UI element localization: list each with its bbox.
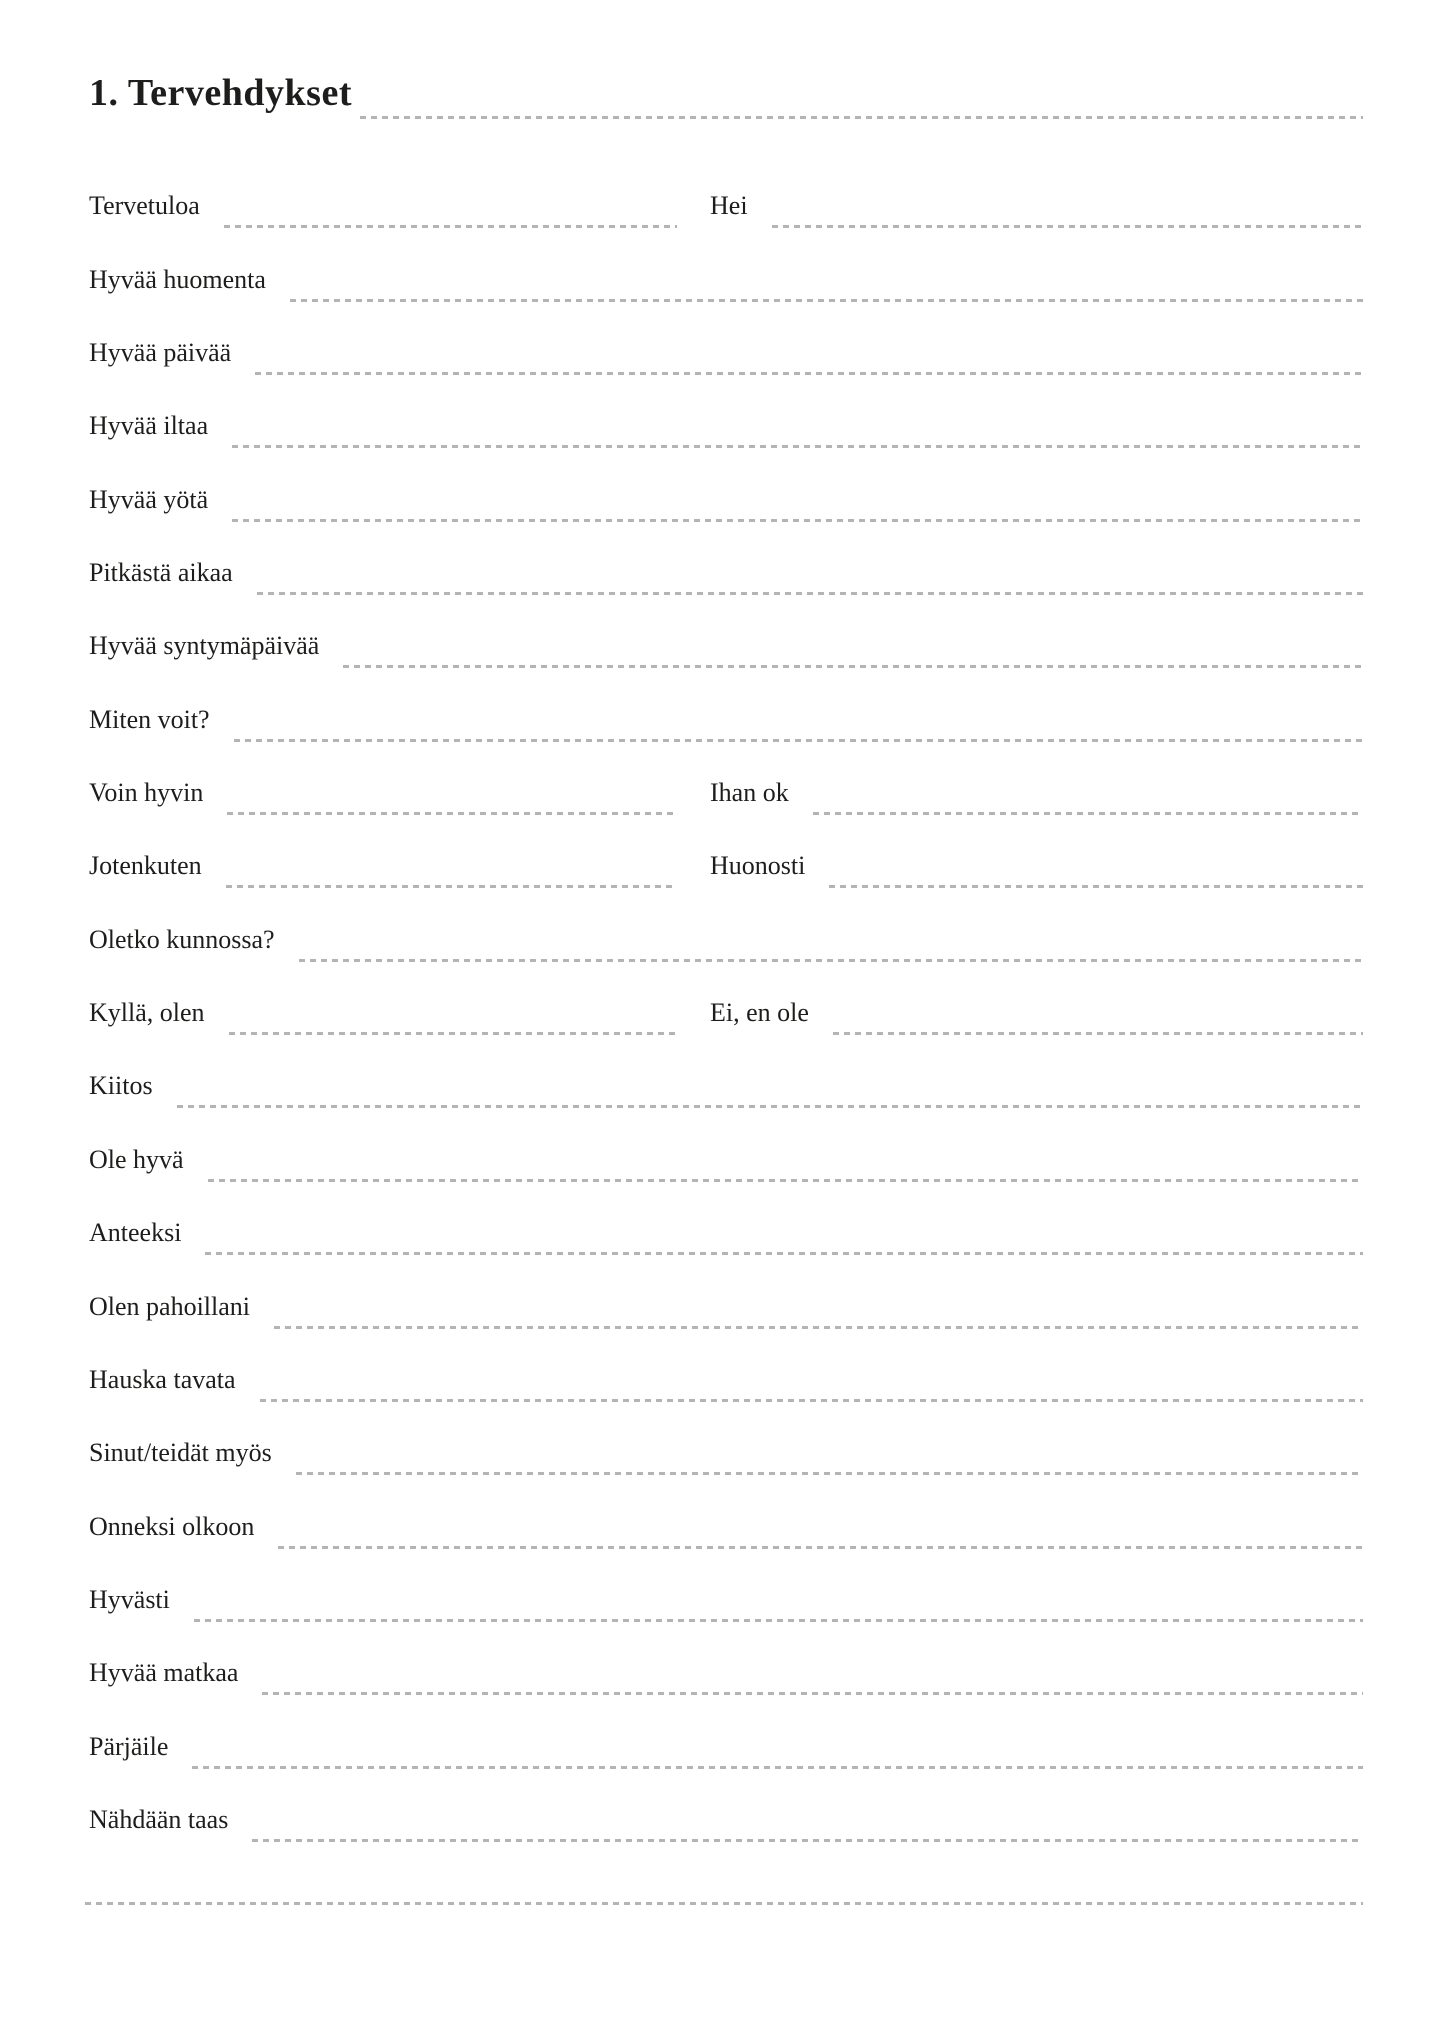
phrase-label: Hyvästi <box>89 1584 170 1614</box>
phrase-label: Hyvää iltaa <box>89 411 209 441</box>
phrase-row <box>89 733 1363 806</box>
phrase-cell <box>710 780 1363 806</box>
phrase-label: Ei, en ole <box>710 998 809 1028</box>
phrase-label: Hyvää syntymäpäivää <box>89 631 320 661</box>
phrase-label: Olen pahoillani <box>89 1291 251 1321</box>
phrase-label: Hyvää huomenta <box>89 264 266 294</box>
answer-dashed-line <box>192 1766 1363 1769</box>
phrase-cell <box>710 1000 1363 1026</box>
phrase-cell <box>89 633 1363 659</box>
phrase-row <box>89 1540 1363 1613</box>
phrase-row <box>89 879 1363 952</box>
answer-dashed-line <box>226 885 677 888</box>
phrase-row <box>89 806 1363 879</box>
answer-dashed-line <box>205 1252 1363 1255</box>
phrase-cell <box>89 1220 1363 1246</box>
phrase-list <box>89 146 1363 1833</box>
phrase-cell <box>89 704 1363 734</box>
answer-dashed-line <box>208 1179 1363 1182</box>
phrase-cell <box>89 413 1363 439</box>
phrase-cell <box>89 1144 1363 1174</box>
phrase-label: Ole hyvä <box>89 1144 184 1174</box>
phrase-cell <box>89 560 1363 586</box>
phrase-label: Voin hyvin <box>89 778 204 808</box>
phrase-label: Oletko kunnossa? <box>89 924 275 954</box>
phrase-label: Onneksi olkoon <box>89 1511 255 1541</box>
answer-dashed-line <box>260 1399 1363 1402</box>
answer-dashed-line <box>255 372 1363 375</box>
phrase-label: Hei <box>710 191 748 221</box>
phrase-cell <box>89 924 1363 954</box>
phrase-label: Kiitos <box>89 1071 153 1101</box>
title-dashed-line <box>360 116 1363 119</box>
answer-dashed-line <box>262 1692 1363 1695</box>
phrase-row <box>89 1320 1363 1393</box>
phrase-label: Pärjäile <box>89 1731 169 1761</box>
phrase-row <box>89 1173 1363 1246</box>
phrase-label: Miten voit? <box>89 704 210 734</box>
answer-dashed-line <box>813 812 1363 815</box>
phrase-cell <box>89 1511 1363 1541</box>
phrase-cell <box>89 780 677 806</box>
phrase-cell <box>89 1291 1363 1321</box>
answer-dashed-line <box>772 225 1363 228</box>
phrase-cell <box>710 193 1363 219</box>
phrase-label: Hyvää yötä <box>89 484 209 514</box>
answer-dashed-line <box>299 959 1363 962</box>
phrase-row <box>89 1099 1363 1172</box>
phrase-cell <box>710 853 1363 879</box>
phrase-cell <box>89 1364 1363 1394</box>
phrase-cell <box>89 1584 1363 1614</box>
phrase-row <box>89 366 1363 439</box>
phrase-cell <box>89 1660 1363 1686</box>
phrase-label: Kyllä, olen <box>89 998 205 1028</box>
phrase-cell <box>89 1731 1363 1761</box>
phrase-row <box>89 1246 1363 1319</box>
phrase-row <box>89 1760 1363 1833</box>
phrase-label: Huonosti <box>710 851 806 881</box>
answer-dashed-line <box>177 1105 1363 1108</box>
section-heading <box>89 74 1363 112</box>
phrase-label: Ihan ok <box>710 778 789 808</box>
phrase-label: Sinut/teidät myös <box>89 1438 272 1468</box>
answer-dashed-line <box>278 1546 1363 1549</box>
phrase-cell <box>89 193 677 219</box>
phrase-row <box>89 1686 1363 1759</box>
phrase-row <box>89 513 1363 586</box>
page-title: 1. Tervehdykset <box>89 72 352 114</box>
phrase-row <box>89 219 1363 292</box>
phrase-label: Jotenkuten <box>89 851 202 881</box>
phrase-row <box>89 659 1363 732</box>
phrase-row <box>89 1393 1363 1466</box>
phrase-label: Anteeksi <box>89 1218 182 1248</box>
phrase-cell <box>89 1804 1363 1834</box>
phrase-label: Hyvää päivää <box>89 338 232 368</box>
answer-dashed-line <box>232 519 1363 522</box>
phrase-label: Pitkästä aikaa <box>89 558 233 588</box>
answer-dashed-line <box>257 592 1363 595</box>
phrase-cell <box>89 264 1363 294</box>
phrase-row <box>89 1026 1363 1099</box>
phrase-row <box>89 439 1363 512</box>
phrase-row <box>89 293 1363 366</box>
phrase-cell <box>89 1000 677 1026</box>
phrase-label: Tervetuloa <box>89 191 200 221</box>
answer-dashed-line <box>224 225 677 228</box>
trailing-blank-dashed-line <box>85 1902 1363 1905</box>
answer-dashed-line <box>194 1619 1363 1622</box>
answer-dashed-line <box>229 1032 677 1035</box>
answer-dashed-line <box>829 885 1363 888</box>
phrase-row <box>89 953 1363 1026</box>
answer-dashed-line <box>234 739 1363 742</box>
answer-dashed-line <box>252 1839 1363 1842</box>
phrase-label: Hauska tavata <box>89 1364 236 1394</box>
answer-dashed-line <box>290 299 1363 302</box>
phrase-cell <box>89 1073 1363 1099</box>
answer-dashed-line <box>274 1326 1363 1329</box>
answer-dashed-line <box>343 665 1363 668</box>
phrase-label: Nähdään taas <box>89 1804 229 1834</box>
phrase-cell <box>89 853 677 879</box>
phrase-cell <box>89 1440 1363 1466</box>
phrase-label: Hyvää matkaa <box>89 1658 239 1688</box>
phrase-row <box>89 146 1363 219</box>
phrase-cell <box>89 484 1363 514</box>
phrase-row <box>89 1466 1363 1539</box>
answer-dashed-line <box>296 1472 1363 1475</box>
answer-dashed-line <box>227 812 677 815</box>
answer-dashed-line <box>833 1032 1363 1035</box>
phrase-row <box>89 586 1363 659</box>
phrase-row <box>89 1613 1363 1686</box>
phrase-cell <box>89 340 1363 366</box>
answer-dashed-line <box>232 445 1363 448</box>
